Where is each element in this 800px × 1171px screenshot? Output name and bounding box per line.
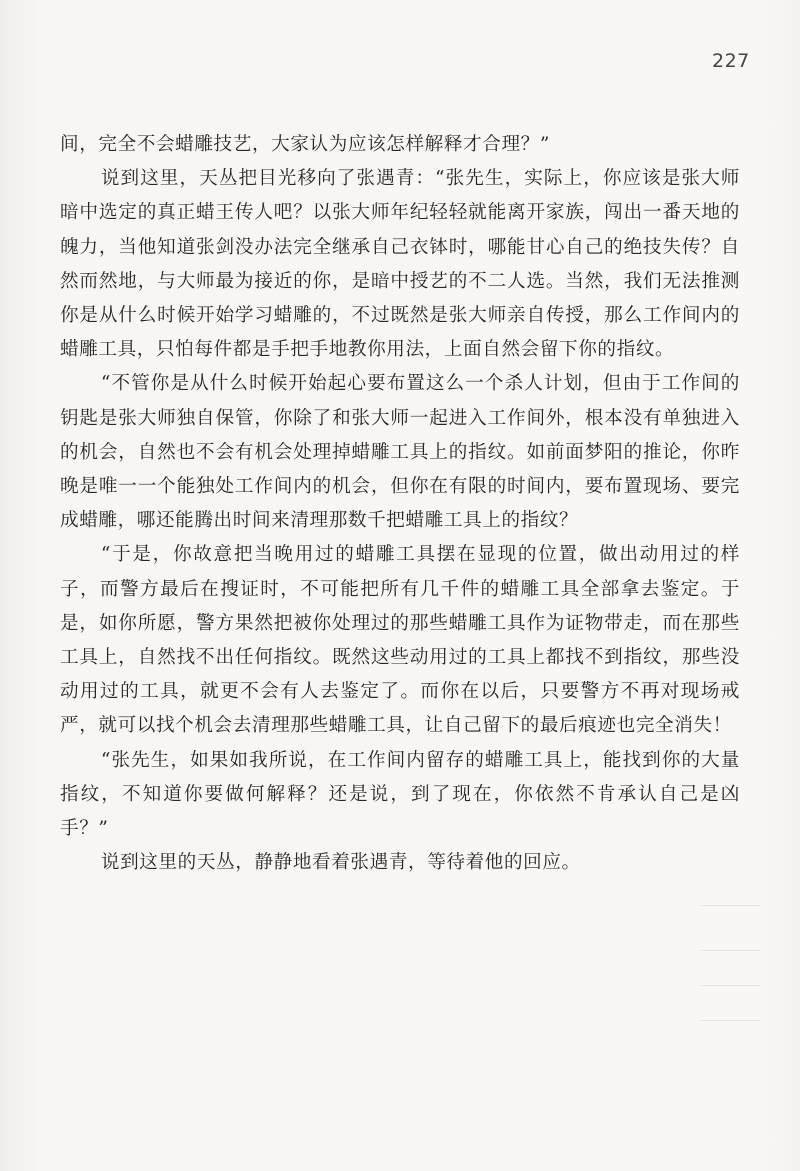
paragraph: 间，完全不会蜡雕技艺，大家认为应该怎样解释才合理？” <box>60 134 550 155</box>
bleed-through-line <box>700 985 760 986</box>
body-text <box>60 128 740 880</box>
paragraph: “张先生，如果如我所说，在工作间内留存的蜡雕工具上，能找到你的大量指纹，不知道你要做何解释？还是说，到了现在，你依然不肯承认自己是凶手？” <box>60 749 740 840</box>
bleed-through-line <box>700 905 760 906</box>
bleed-through-line <box>700 950 760 951</box>
paragraph: 说到这里的天丛，静静地看着张遇青，等待着他的回应。 <box>100 852 581 874</box>
page-number: 227 <box>712 50 750 72</box>
paragraph: “不管你是从什么时候开始起心要布置这么一个杀人计划，但由于工作间的钥匙是张大师独自保管，你除了和张大师一起进入工作间外，根本没有单独进入的机会，自然也不会有机会处理掉蜡雕工具上的指纹。如前面梦阳的推论，你昨晚是唯一一个能独处工作间内的机会，但你在有限的时间内，要布置现场、要完成蜡雕，哪还能腾出时间来清理那数千把蜡雕工具上的指纹？ <box>60 373 740 532</box>
paragraph: 说到这里，天丛把目光移向了张遇青：“张先生，实际上，你应该是张大师暗中选定的真正蜡王传人吧？以张大师年纪轻轻就能离开家族，闯出一番天地的魄力，当他知道张剑没办法完全继承自己衣钵时，哪能甘心自己的绝技失传？自然而然地，与大师最为接近的你，是暗中授艺的不二人选。当然，我们无法推测你是从什么时候开始学习蜡雕的，不过既然是张大师亲自传授，那么工作间内的蜡雕工具，只怕每件都是手把手地教你用法，上面自然会留下你的指纹。 <box>60 168 740 361</box>
bleed-through-line <box>700 1020 760 1021</box>
paragraph: “于是，你故意把当晚用过的蜡雕工具摆在显现的位置，做出动用过的样子，而警方最后在搜证时，不可能把所有几千件的蜡雕工具全部拿去鉴定。于是，如你所愿，警方果然把被你处理过的那些蜡雕工具作为证物带走，而在那些工具上，自然找不出任何指纹。既然这些动用过的工具上都找不到指纹，那些没动用过的工具，就更不会有人去鉴定了。而你在以后，只要警方不再对现场戒严，就可以找个机会去清理那些蜡雕工具，让自己留下的最后痕迹也完全消失！ <box>60 544 740 737</box>
